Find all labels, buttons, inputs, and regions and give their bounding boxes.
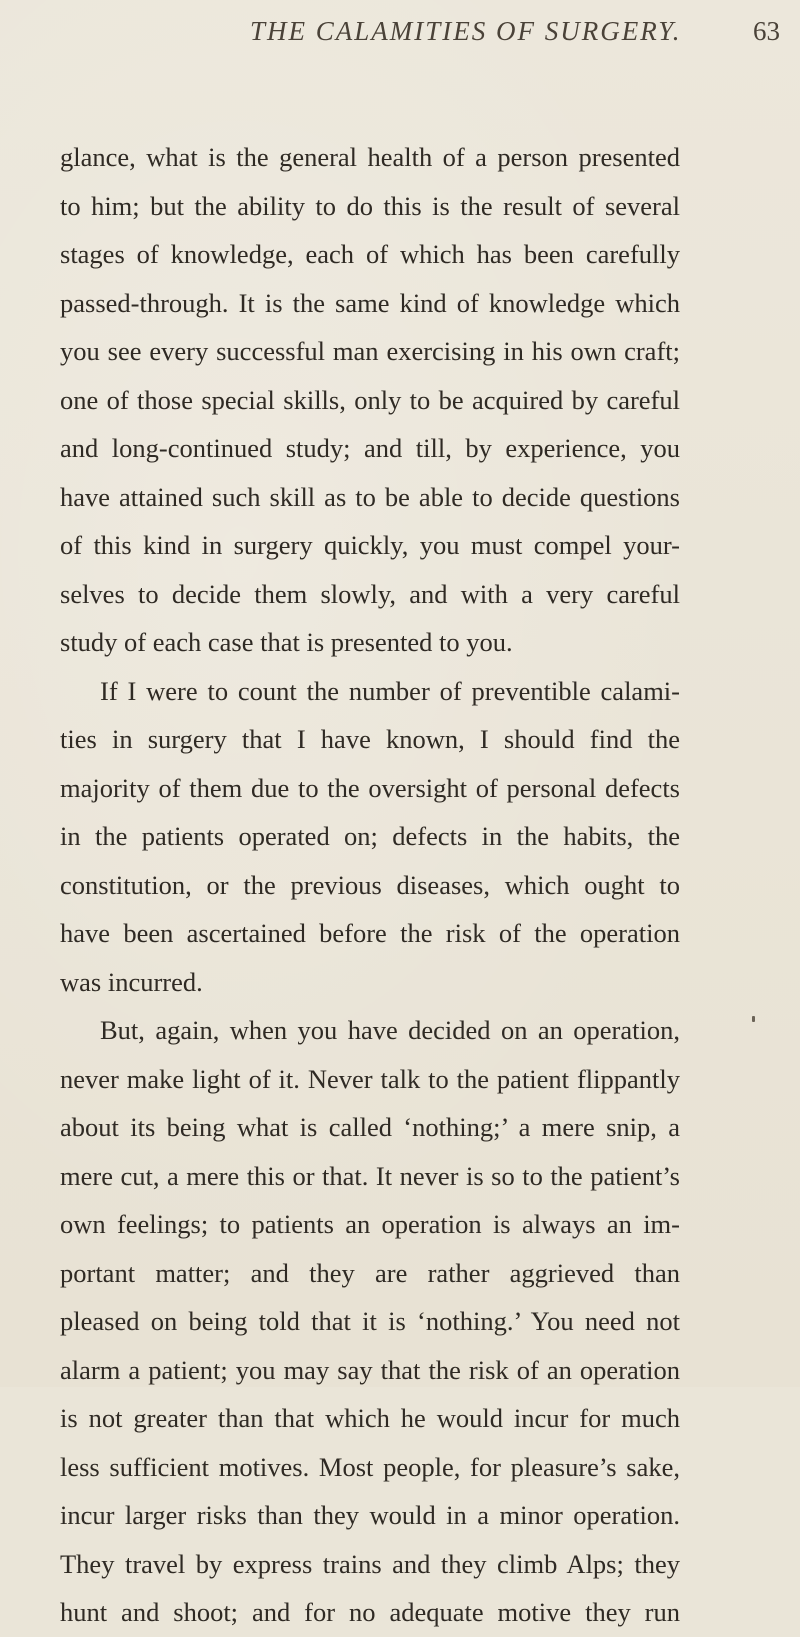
text-line: less sufficient motives. Most people, for pleasure’s sake,: [60, 1451, 680, 1482]
text-line: is not greater than that which he would incur for much: [60, 1403, 680, 1433]
text-line: constitution, or the previous diseases, which ought to: [60, 869, 680, 900]
text-line: incur larger risks than they would in a minor operation.: [60, 1500, 680, 1530]
text-line: mere cut, a mere this or that. It never is so to the patient’s: [60, 1160, 680, 1191]
text-line: selves to decide them slowly, and with a very careful: [60, 578, 680, 609]
body-text: [60, 133, 680, 1637]
margin-mark: [752, 1016, 755, 1022]
text-line: hunt and shoot; and for no adequate motive they run: [60, 1597, 680, 1627]
paragraph-start-line: If I were to count the number of preventible calami-: [100, 675, 680, 706]
text-line: and long-continued study; and till, by experience, you: [60, 433, 680, 463]
paragraph-start-line: But, again, when you have decided on an operation,: [100, 1015, 680, 1045]
running-head: [60, 16, 780, 56]
paragraph-end-line: was incurred.: [60, 966, 203, 997]
text-line: in the patients operated on; defects in the habits, the: [60, 821, 680, 851]
text-line: have attained such skill as to be able to decide questions: [60, 481, 680, 512]
text-line: They travel by express trains and they climb Alps; they: [60, 1548, 680, 1579]
page-number: 63: [753, 16, 780, 46]
running-title: THE CALAMITIES OF SURGERY.: [250, 16, 682, 46]
text-line: of this kind in surgery quickly, you must compel your-: [60, 530, 680, 560]
text-line: about its being what is called ‘nothing;’ a mere snip, a: [60, 1112, 680, 1142]
text-line: pleased on being told that it is ‘nothing.’ You need not: [60, 1306, 680, 1336]
text-line: glance, what is the general health of a person presented: [60, 142, 680, 172]
text-line: majority of them due to the oversight of personal defects: [60, 772, 680, 803]
text-line: ties in surgery that I have known, I should find the: [60, 724, 680, 754]
text-line: you see every successful man exercising in his own craft;: [60, 336, 680, 366]
text-line: to him; but the ability to do this is the result of several: [60, 190, 680, 221]
text-line: alarm a patient; you may say that the risk of an operation: [60, 1354, 680, 1385]
text-line: own feelings; to patients an operation is always an im-: [60, 1209, 680, 1239]
paragraph-end-line: study of each case that is presented to you.: [60, 627, 513, 657]
text-line: portant matter; and they are rather aggrieved than: [60, 1257, 680, 1288]
text-line: have been ascertained before the risk of the operation: [60, 918, 680, 948]
text-line: passed-through. It is the same kind of knowledge which: [60, 287, 680, 318]
text-line: never make light of it. Never talk to the patient flippantly: [60, 1063, 680, 1094]
text-line: one of those special skills, only to be acquired by careful: [60, 384, 680, 415]
text-line: stages of knowledge, each of which has been carefully: [60, 239, 680, 269]
